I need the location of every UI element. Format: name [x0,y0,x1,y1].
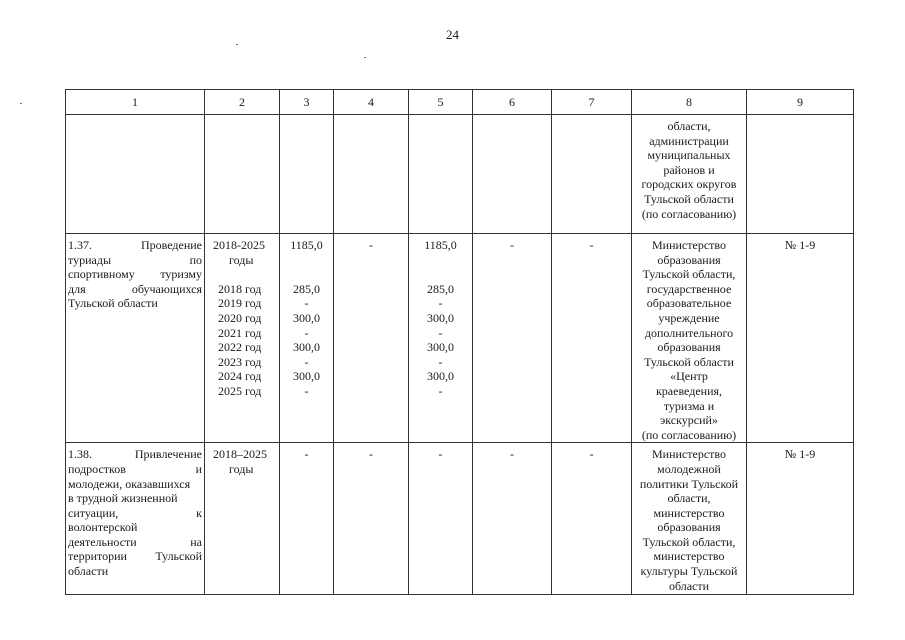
funding-col6-cell: - [473,443,552,595]
funding-value: - [438,383,443,398]
funding-value: - [438,296,443,311]
executor-line: учреждение [658,310,720,325]
year-label: 2020 год [218,310,262,325]
cell-empty [552,115,632,234]
executor-line: городских округов [641,177,737,192]
page-number: 24 [446,27,459,42]
measure-name-word: Тульской области [68,296,158,311]
executor-line: министерство [653,505,725,520]
executor-line: муниципальных [647,148,731,163]
executor-line: экскурсий» [660,413,718,428]
executor-line: Министерство [652,447,726,462]
executor-line: политики Тульской [639,476,739,491]
funding-col4-cell: - [334,443,409,595]
executor-line: (по согласованию) [641,206,737,221]
funding-value: 285,0 [427,281,454,296]
cell-empty [747,115,854,234]
scan-speck [20,103,22,104]
executor-cell [632,115,747,234]
measure-name-word: 1.37. [68,238,92,252]
indicators-cell: № 1-9 [747,234,854,443]
table-row-1-37 [66,234,854,443]
measure-name-word: молодежи, оказавшихся [68,476,191,491]
executor-line: области, [667,119,711,133]
measure-name-word: обучающихся [131,281,202,296]
scan-speck [364,57,366,58]
header-row [66,90,854,115]
executor-line: администрации [649,133,729,148]
measure-name-word: подростков [68,461,126,476]
period-unit: годы [229,252,254,267]
measure-name-word: в трудной жизненной [68,491,178,506]
funding-value: 285,0 [293,281,320,296]
scan-speck [236,44,238,45]
cell-empty [473,115,552,234]
executor-line: дополнительного [644,325,734,340]
period-cell [205,234,280,443]
funding-col3-cell: - [280,443,334,595]
year-label: 2024 год [218,369,262,384]
year-label: 2019 год [218,296,262,311]
indicators-cell: № 1-9 [747,443,854,595]
measure-name-word: Тульской [155,549,202,564]
cell-empty [409,115,473,234]
year-label: 2025 год [218,383,262,398]
executor-line: государственное [646,281,732,296]
executor-line: министерство [653,549,725,564]
funding-value: 300,0 [427,369,454,384]
measure-name-word: деятельности [68,534,137,549]
year-label: 2021 год [218,325,262,340]
period-range: 2018–2025 [213,447,267,462]
executor-cell [632,234,747,443]
year-label: 2023 год [218,354,262,369]
executor-line: молодежной [657,461,721,476]
executor-line: образовательное [646,296,732,311]
executor-line: образования [657,520,721,535]
column-header: 5 [409,90,473,115]
funding-col5-cell: - [409,443,473,595]
measure-name-cell [66,443,205,595]
funding-value: 300,0 [293,369,320,384]
year-label: 2022 год [218,340,262,355]
column-header: 4 [334,90,409,115]
funding-total: 1185,0 [424,238,457,252]
period-unit: годы [229,461,254,476]
executor-line: районов и [663,162,715,177]
funding-value: - [304,383,309,398]
measure-name-word: 1.38. [68,447,92,462]
column-header: 6 [473,90,552,115]
cell-empty [66,115,205,234]
executor-line: образования [657,340,721,355]
measure-name-word: туризму [160,267,202,282]
funding-value: - [304,354,309,369]
measure-name-word: спортивному [68,267,135,282]
period-cell [205,443,280,595]
executor-line: культуры Тульской [640,564,738,579]
funding-value: 300,0 [427,310,454,325]
funding-col7-cell: - [552,443,632,595]
measure-name-word: по [189,252,202,267]
period-range: 2018-2025 [213,238,265,252]
funding-value: 300,0 [427,340,454,355]
funding-col5-cell [409,234,473,443]
measure-name-word: туриады [68,252,112,267]
funding-value: - [438,325,443,340]
executor-line: (по согласованию) [641,427,737,442]
funding-value: - [304,325,309,340]
executor-line: Министерство [652,238,726,252]
continuation-row [66,115,854,234]
program-table [65,89,854,595]
cell-empty [280,115,334,234]
measure-name-word: Привлечение [134,447,202,462]
column-header: 9 [747,90,854,115]
funding-col7-cell: - [552,234,632,443]
cell-empty [205,115,280,234]
funding-value: 300,0 [293,310,320,325]
measure-name-word: области [68,564,109,579]
measure-name-cell [66,234,205,443]
executor-line: краеведения, [655,383,723,398]
table-row-1-38 [66,443,854,595]
executor-line: области, [667,491,711,506]
measure-name-word: Проведение [140,238,202,252]
column-header: 7 [552,90,632,115]
column-header: 1 [66,90,205,115]
executor-line: Тульской области [644,354,734,369]
executor-cell [632,443,747,595]
funding-value: 300,0 [293,340,320,355]
funding-col6-cell: - [473,234,552,443]
measure-name-word: к [196,505,202,520]
executor-line: области [668,578,710,593]
year-label: 2018 год [218,281,262,296]
measure-name-word: и [195,461,202,476]
funding-value: - [304,296,309,311]
cell-empty [334,115,409,234]
executor-line: образования [657,252,721,267]
funding-col4-cell: - [334,234,409,443]
measure-name-word: ситуации, [68,505,119,520]
column-header: 8 [632,90,747,115]
measure-name-word: территории [68,549,127,564]
measure-name-word: для [68,281,86,296]
executor-line: Тульской области, [642,267,736,282]
funding-total: 1185,0 [290,238,323,252]
executor-line: «Центр [670,369,708,384]
measure-name-word: на [190,534,202,549]
measure-name-word: волонтерской [68,520,138,535]
funding-value: - [438,354,443,369]
executor-line: Тульской области, [642,534,736,549]
column-header: 2 [205,90,280,115]
executor-line: Тульской области [644,191,734,206]
executor-line: туризма и [663,398,715,413]
funding-col3-cell [280,234,334,443]
column-header: 3 [280,90,334,115]
